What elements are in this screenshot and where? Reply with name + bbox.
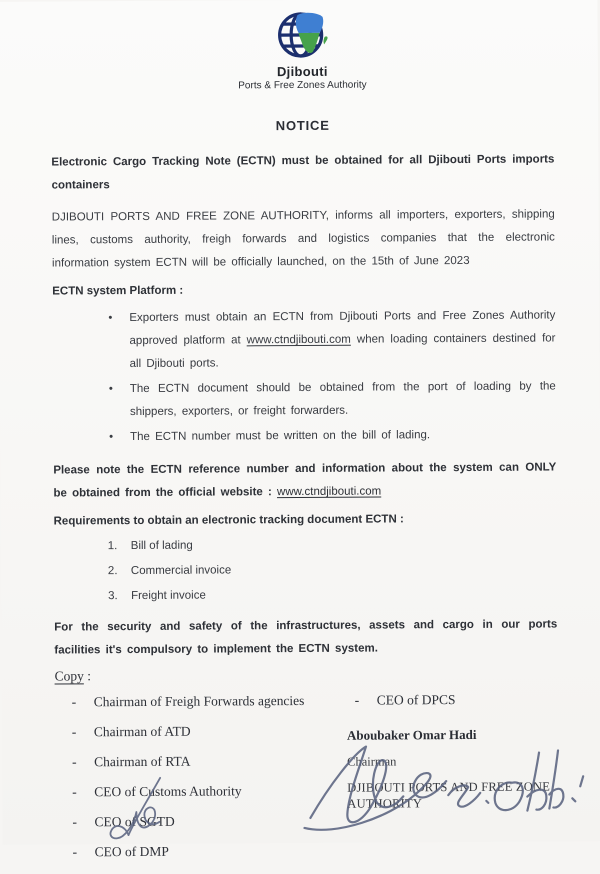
website-link-text: www.ctndjibouti.com [247,334,351,347]
copy-item: - CEO of DMP [56,842,348,861]
requirements-heading: Requirements to obtain an electronic tracking document ECTN : [54,510,557,529]
org-name: Djibouti [51,62,554,80]
bullet-text: Exporters must obtain an ECTN from Djibouti Ports and Free Zones Authority approved platform at [129,309,555,347]
note-paragraph [53,456,556,505]
copy-item: - CEO of Customs Authority [55,782,347,801]
requirements-list [54,532,557,608]
platform-bullet-list [52,304,556,449]
bullet-item [52,304,555,376]
copy-item: - CEO of SGTD [55,812,347,831]
note-text: Please note the ECTN reference number and information about the system can ONLY be obtained from the official website : [53,461,556,499]
copy-right-list [347,690,558,708]
website-link-text: www.ctndjibouti.com [277,486,381,499]
bullet-text: The ECTN document should be obtained from the port of loading by the shippers, exporters, or freight forwarders. [130,380,556,418]
requirement-item: Bill of lading [54,532,557,558]
platform-heading: ECTN system Platform : [52,280,555,299]
copy-label: Copy : [54,664,557,684]
signatory-title: Chairman [347,752,558,769]
security-paragraph: For the security and safety of the infrastructures, assets and cargo in our ports facilities it's compulsory to implement the ECTN system. [54,613,557,662]
copy-item: - Chairman of Freigh Forwards agencies [55,692,347,711]
copy-item: - CEO of DPCS [347,690,558,708]
handwritten-signature-small [82,774,232,842]
notice-title: NOTICE [51,116,554,135]
letterhead [50,4,554,93]
signatory-org: DJIBOUTI PORTS AND FREE ZONE AUTHORITY [347,778,558,811]
bullet-text: when loading containers destined for all Djibouti ports. [130,332,556,370]
intro-paragraph: DJIBOUTI PORTS AND FREE ZONE AUTHORITY, informs all importers, exporters, shipping lines, customs authority, freigh forwards and logistics companies that the electronic information system ECTN will be officially launched, on the 15th of June 2023 [52,203,555,275]
bullet-item [53,423,556,449]
org-subtitle: Ports & Free Zones Authority [51,78,554,93]
copy-item: - Chairman of RTA [55,752,347,771]
bullet-text: The ECTN number must be written on the bill of lading. [130,429,430,443]
globe-africa-logo-icon [274,6,330,62]
intro-bold-paragraph: Electronic Cargo Tracking Note (ECTN) must be obtained for all Djibouti Ports imports containers [51,148,554,197]
requirement-item: Commercial invoice [54,557,557,583]
copy-item: - Chairman of ATD [55,722,347,741]
signatory-name: Aboubaker Omar Hadi [347,725,558,743]
handwritten-signature-main [296,738,597,840]
requirement-item: Freight invoice [54,582,557,608]
bullet-item [53,375,556,424]
